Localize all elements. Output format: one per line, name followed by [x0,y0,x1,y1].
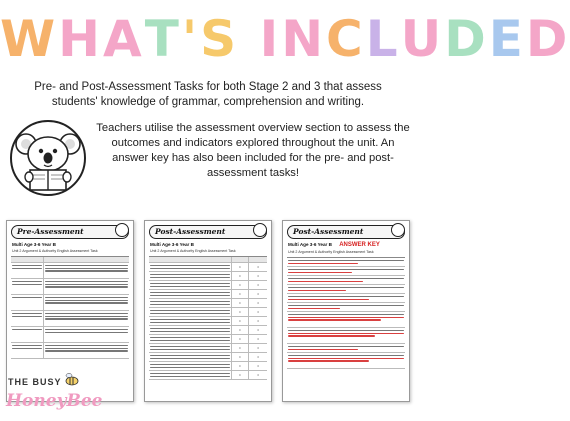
headline-letter: D [444,10,489,68]
busy-honeybee-logo [2,372,103,416]
sheet-banner-label: Pre-Assessment [17,227,84,236]
sheet-title-text: Multi Age 3-6 Year B [288,242,332,247]
sheet-banner [11,225,129,239]
headline-letter: L [365,10,401,68]
sheet-banner [287,225,405,239]
teachers-text: Teachers utilise the assessment overview section to assess the outcomes and indicators explored throughout the unit. An answer key has also been included for the pre- and post-assessment tasks! [96,122,410,179]
sheet-title-text: Multi Age 3-6 Year B [12,242,56,247]
sheet-title [150,242,266,248]
headline-letter: U [400,10,445,68]
sheet-table: • • • • • • • • • • • • • • • • • • • • • • • • • • [149,256,267,380]
intro-text: Pre- and Post-Assessment Tasks for both Stage 2 and 3 that assess students' knowledge of grammar, comprehension and writing. [34,81,382,108]
headline-letter: I [259,10,282,68]
logo-line2: HoneyBee [6,391,103,411]
headline-letter: D [525,10,570,68]
post-assessment-sheet [144,220,272,402]
sheet-table [11,256,129,359]
sheet-subtitle: Unit 2 Argument & Authority English Assessment Task [150,248,236,253]
sheet-subtitle: Unit 2 Argument & Authority English Assessment Task [12,248,98,253]
headline-letter [239,8,259,70]
sheet-banner-label: Post-Assessment [155,227,226,236]
headline-letter: S [200,10,240,68]
sheet-banner [149,225,267,239]
headline-letter: E [488,10,526,68]
answer-key-sheet [282,220,410,402]
sheet-title [288,242,404,249]
koala-badge-icon [391,223,405,237]
sheet-banner-label: Post-Assessment [293,227,364,236]
headline [0,8,570,70]
headline-letter: T [144,10,182,68]
bee-icon [66,374,78,386]
headline-letter: W [0,10,59,68]
headline-letter: A [103,10,145,68]
koala-badge-icon [253,223,267,237]
headline-letter: ' [181,10,201,68]
answer-key-label: ANSWER KEY [339,242,380,248]
logo-line1: THE BUSY [8,377,62,387]
headline-letter: N [281,10,327,68]
koala-badge-icon [115,223,129,237]
headline-letter: H [58,10,104,68]
koala-reading-icon [10,120,86,196]
headline-letter: C [326,10,366,68]
sheet-subtitle: Unit 2 Argument & Authority English Assessment Task [288,249,374,254]
sheet-title-text: Multi Age 3-6 Year B [150,242,194,247]
sheet-title [12,242,128,248]
sheet-table [287,257,405,369]
